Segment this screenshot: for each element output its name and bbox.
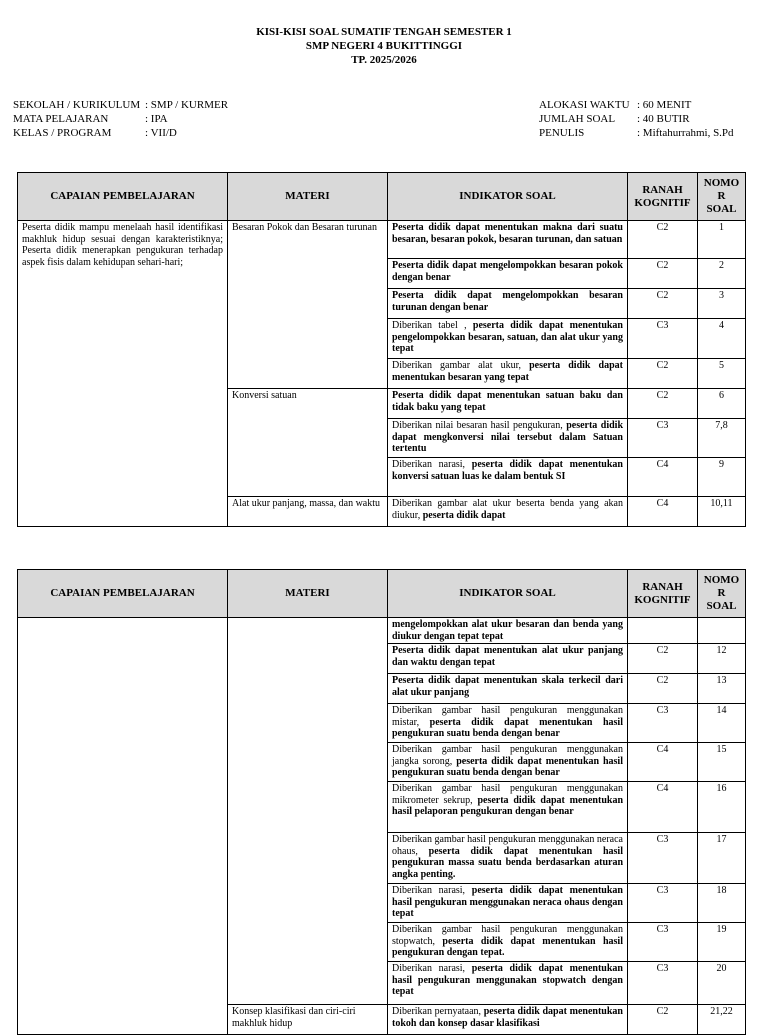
nomor-cell: 4 xyxy=(698,319,746,359)
indikator-bold: peserta didik dapat menentukan konversi satuan luas ke dalam bentuk SI xyxy=(392,459,623,482)
indikator-pre: Diberikan narasi, xyxy=(392,963,472,974)
ranah-cell: C3 xyxy=(628,833,698,884)
materi-cell xyxy=(228,618,388,1005)
indikator-cell xyxy=(388,782,628,833)
ranah-cell: C3 xyxy=(628,962,698,1005)
meta-value: : Miftahurrahmi, S.Pd xyxy=(637,127,734,139)
indikator-bold: peserta didik dapat mengkonversi nilai tersebut dalam Satuan tertentu xyxy=(392,420,624,454)
ranah-cell: C3 xyxy=(628,704,698,743)
column-header-nomor: NOMO R SOAL xyxy=(698,173,746,221)
meta-value: : 60 MENIT xyxy=(637,99,692,111)
indikator-cell xyxy=(388,618,628,644)
nomor-cell: 18 xyxy=(698,884,746,923)
nomor-cell: 14 xyxy=(698,704,746,743)
meta-value: : VII/D xyxy=(145,127,177,139)
nomor-cell: 7,8 xyxy=(698,419,746,458)
meta-left xyxy=(13,98,228,140)
indikator-bold: peserta didik dapat menentukan hasil pengukuran menggunakan stopwatch dengan tepat xyxy=(392,963,623,997)
column-header-ranah: RANAH KOGNITIF xyxy=(628,570,698,618)
indikator-cell xyxy=(388,743,628,782)
ranah-cell xyxy=(628,618,698,644)
title-line-2: SMP NEGERI 4 BUKITTINGGI xyxy=(305,40,463,52)
ranah-cell: C2 xyxy=(628,289,698,319)
indikator-bold: peserta didik dapat menentukan pengelompokkan besaran, satuan, dan alat ukur yang tepat xyxy=(392,320,623,354)
indikator-cell xyxy=(388,289,628,319)
indikator-pre: Diberikan tabel , xyxy=(392,320,473,331)
indikator-cell xyxy=(388,962,628,1005)
indikator-pre: Diberikan gambar hasil pengukuran menggunakan stopwatch, xyxy=(392,924,623,947)
meta-label: ALOKASI WAKTU xyxy=(539,99,630,111)
indikator-bold: Peserta didik dapat menentukan makna dari suatu besaran, besaran pokok, besaran turunan, dan satuan xyxy=(392,222,623,245)
ranah-cell: C3 xyxy=(628,884,698,923)
ranah-cell: C4 xyxy=(628,782,698,833)
meta-label: SEKOLAH / KURIKULUM xyxy=(13,99,141,111)
ranah-cell: C3 xyxy=(628,419,698,458)
indikator-bold: Peserta didik dapat menentukan satuan baku dan tidak baku yang tepat xyxy=(392,390,623,413)
ranah-cell: C2 xyxy=(628,674,698,704)
column-header-materi: MATERI xyxy=(228,173,388,221)
nomor-cell: 3 xyxy=(698,289,746,319)
materi-cell: Alat ukur panjang, massa, dan waktu xyxy=(228,497,388,527)
nomor-cell: 5 xyxy=(698,359,746,389)
column-header-ranah: RANAH KOGNITIF xyxy=(628,173,698,221)
column-header-capaian: CAPAIAN PEMBELAJARAN xyxy=(18,570,228,618)
ranah-cell: C3 xyxy=(628,319,698,359)
indikator-cell xyxy=(388,359,628,389)
nomor-cell: 13 xyxy=(698,674,746,704)
indikator-cell xyxy=(388,497,628,527)
indikator-pre: Diberikan nilai besaran hasil pengukuran, xyxy=(392,420,567,431)
ranah-cell: C2 xyxy=(628,389,698,419)
indikator-bold: peserta didik dapat menentukan hasil pengukuran menggunakan neraca ohaus dengan tepat xyxy=(392,885,623,919)
indikator-cell xyxy=(388,259,628,289)
indikator-bold: Peserta didik dapat menentukan alat ukur panjang dan waktu dengan tepat xyxy=(392,645,623,668)
meta-label: JUMLAH SOAL xyxy=(539,113,616,125)
indikator-cell xyxy=(388,833,628,884)
indikator-bold: peserta didik dapat menentukan besaran yang tepat xyxy=(392,360,623,383)
nomor-cell: 1 xyxy=(698,221,746,259)
nomor-cell: 6 xyxy=(698,389,746,419)
materi-cell: Konversi satuan xyxy=(228,389,388,497)
nomor-cell: 15 xyxy=(698,743,746,782)
nomor-cell: 19 xyxy=(698,923,746,962)
indikator-cell xyxy=(388,923,628,962)
indikator-bold: Peserta didik dapat mengelompokkan besaran pokok dengan benar xyxy=(392,260,623,283)
indikator-bold: Peserta didik dapat menentukan skala terkecil dari alat ukur panjang xyxy=(392,675,623,698)
ranah-cell: C3 xyxy=(628,923,698,962)
indikator-bold: peserta didik dapat menentukan tokoh dan konsep dasar klasifikasi xyxy=(392,1006,623,1029)
indikator-pre: Diberikan gambar alat ukur, xyxy=(392,360,530,371)
indikator-pre: Diberikan gambar hasil pengukuran menggunakan mikrometer sekrup, xyxy=(392,783,623,806)
nomor-cell: 16 xyxy=(698,782,746,833)
nomor-cell: 17 xyxy=(698,833,746,884)
indikator-bold: peserta didik dapat menentukan hasil pengukuran massa suatu benda berdasarkan aturan angka penting. xyxy=(392,845,623,880)
ranah-cell: C4 xyxy=(628,458,698,497)
indikator-cell xyxy=(388,1005,628,1035)
meta-label: KELAS / PROGRAM xyxy=(13,127,112,139)
meta-right xyxy=(539,98,734,140)
indikator-bold: Peserta didik dapat mengelompokkan besaran turunan dengan benar xyxy=(392,290,623,313)
indikator-cell xyxy=(388,319,628,359)
document-title xyxy=(0,25,768,67)
indikator-pre: Diberikan gambar hasil pengukuran menggunakan neraca ohaus, xyxy=(392,834,623,857)
indikator-cell xyxy=(388,884,628,923)
indikator-cell xyxy=(388,389,628,419)
ranah-cell: C2 xyxy=(628,259,698,289)
indikator-bold: peserta didik dapat menentukan hasil pengukuran dengan tepat. xyxy=(392,935,623,958)
nomor-cell: 12 xyxy=(698,644,746,674)
nomor-cell: 10,11 xyxy=(698,497,746,527)
title-line-3: TP. 2025/2026 xyxy=(351,54,417,66)
indikator-cell xyxy=(388,704,628,743)
title-line-1: KISI-KISI SOAL SUMATIF TENGAH SEMESTER 1 xyxy=(256,26,512,38)
indikator-cell xyxy=(388,644,628,674)
ranah-cell: C2 xyxy=(628,221,698,259)
indikator-bold: mengelompokkan alat ukur besaran dan benda yang diukur dengan tepat tepat xyxy=(392,619,623,642)
column-header-nomor: NOMO R SOAL xyxy=(698,570,746,618)
nomor-cell: 21,22 xyxy=(698,1005,746,1035)
indikator-pre: Diberikan narasi, xyxy=(392,459,472,470)
nomor-cell: 20 xyxy=(698,962,746,1005)
indikator-cell xyxy=(388,674,628,704)
ranah-cell: C4 xyxy=(628,497,698,527)
nomor-cell xyxy=(698,618,746,644)
ranah-cell: C4 xyxy=(628,743,698,782)
indikator-bold: peserta didik dapat menentukan hasil pengukuran suatu benda dengan benar xyxy=(392,716,623,739)
materi-cell: Besaran Pokok dan Besaran turunan xyxy=(228,221,388,389)
indikator-pre: Diberikan narasi, xyxy=(392,885,472,896)
kisi-kisi-table-2 xyxy=(17,569,746,1035)
indikator-cell xyxy=(388,221,628,259)
capaian-pembelajaran-cell xyxy=(18,618,228,1035)
indikator-pre: Diberikan gambar hasil pengukuran menggunakan jangka sorong, xyxy=(392,744,623,767)
column-header-capaian: CAPAIAN PEMBELAJARAN xyxy=(18,173,228,221)
meta-value: : 40 BUTIR xyxy=(637,113,690,125)
column-header-indikator: INDIKATOR SOAL xyxy=(388,173,628,221)
nomor-cell: 2 xyxy=(698,259,746,289)
indikator-bold: peserta didik dapat xyxy=(422,509,506,521)
indikator-cell xyxy=(388,419,628,458)
column-header-indikator: INDIKATOR SOAL xyxy=(388,570,628,618)
ranah-cell: C2 xyxy=(628,644,698,674)
materi-cell: Konsep klasifikasi dan ciri-ciri makhluk hidup xyxy=(228,1005,388,1035)
meta-value: : IPA xyxy=(145,113,168,125)
indikator-pre: Diberikan gambar alat ukur beserta benda yang akan diukur, xyxy=(392,498,623,521)
kisi-kisi-table-1 xyxy=(17,172,746,527)
indikator-bold: peserta didik dapat menentukan hasil pelaporan pengukuran dengan benar xyxy=(392,794,624,817)
indikator-bold: peserta didik dapat menentukan hasil pengukuran suatu benda dengan benar xyxy=(392,755,623,778)
meta-label: MATA PELAJARAN xyxy=(13,113,109,125)
nomor-cell: 9 xyxy=(698,458,746,497)
capaian-pembelajaran-cell: Peserta didik mampu menelaah hasil identifikasi makhluk hidup sesuai dengan karakteristiknya; Peserta didik menerapkan pengukuran terhadap aspek fisis dalam kehidupan sehari-hari; xyxy=(18,221,228,527)
indikator-pre: Diberikan gambar hasil pengukuran menggunakan mistar, xyxy=(392,705,623,728)
column-header-materi: MATERI xyxy=(228,570,388,618)
meta-value: : SMP / KURMER xyxy=(145,99,229,111)
ranah-cell: C2 xyxy=(628,1005,698,1035)
indikator-cell xyxy=(388,458,628,497)
meta-label: PENULIS xyxy=(539,127,585,139)
ranah-cell: C2 xyxy=(628,359,698,389)
indikator-pre: Diberikan pernyataan, xyxy=(392,1006,484,1017)
